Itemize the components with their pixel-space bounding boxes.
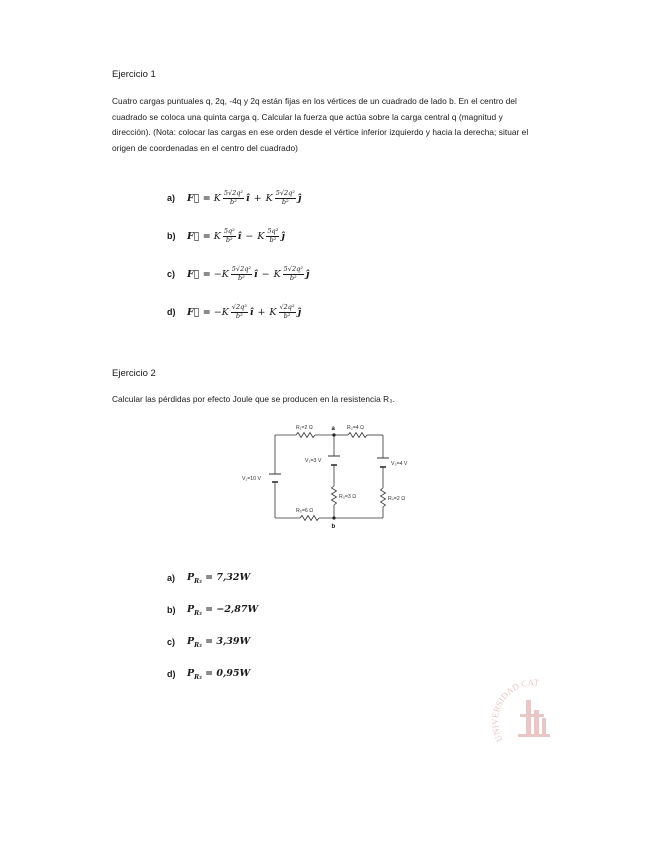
denominator-2: b² bbox=[269, 235, 277, 244]
fraction-2 bbox=[266, 228, 279, 244]
option-letter: a) bbox=[167, 573, 176, 584]
exercise-2-statement: Calcular las pérdidas por efecto Joule que se producen en la resistencia R₃. bbox=[112, 394, 395, 404]
unit-vector-2: ĵ bbox=[297, 306, 302, 318]
force-symbol: F⃗ = bbox=[187, 268, 211, 280]
force-expression bbox=[187, 304, 301, 320]
power-subscript: R₃ bbox=[194, 609, 202, 617]
denominator-1: b² bbox=[235, 311, 243, 320]
fraction-1 bbox=[231, 304, 248, 320]
option-letter: c) bbox=[167, 269, 176, 279]
label-r2: R₂=4 Ω bbox=[347, 425, 364, 431]
power-value: = 3,39W bbox=[205, 636, 251, 647]
numerator-1: 5q² bbox=[223, 227, 235, 235]
power-symbol: P bbox=[187, 636, 195, 647]
label-r4: R₄=2 Ω bbox=[388, 496, 406, 502]
node-a-dot bbox=[332, 433, 335, 436]
force-expression bbox=[187, 266, 309, 282]
seal-emblem bbox=[518, 700, 550, 737]
unit-vector-1: î bbox=[249, 306, 254, 318]
fraction-2 bbox=[275, 190, 296, 206]
power-value: = −2,87W bbox=[205, 604, 259, 615]
label-r1: R₁=2 Ω bbox=[296, 425, 313, 431]
fraction-2 bbox=[279, 304, 296, 320]
label-node-b: b bbox=[331, 524, 336, 530]
constant-k-1: K bbox=[213, 230, 221, 242]
resistor-r1 bbox=[296, 433, 315, 438]
force-symbol: F⃗ = bbox=[187, 306, 211, 318]
constant-k-1: K bbox=[213, 192, 221, 204]
denominator-2: b² bbox=[281, 197, 289, 206]
option-letter: c) bbox=[167, 637, 176, 648]
exercise-2-title: Ejercicio 2 bbox=[112, 368, 156, 379]
numerator-2: 5√2q² bbox=[283, 265, 303, 273]
seal-text: UNIVERSIDAD CAT bbox=[489, 677, 540, 744]
resistor-r3 bbox=[332, 486, 337, 505]
battery-v2 bbox=[328, 456, 340, 465]
ex1-option-a bbox=[167, 190, 301, 206]
ex2-option-c bbox=[167, 636, 250, 649]
fraction-1 bbox=[223, 228, 236, 244]
resistor-r4 bbox=[381, 488, 386, 507]
battery-v3 bbox=[377, 458, 389, 467]
exercise-1-title: Ejercicio 1 bbox=[112, 69, 156, 80]
exercise-1-statement: Cuatro cargas puntuales q, 2q, -4q y 2q están fijas en los vértices de un cuadrado de lado b. En el centro del cuadrado se coloca una quinta carga q. Calcular la fuerza que actúa sobre la carga central q (magnitud y dirección). (Nota: colocar las cargas en ese orden desde el vértice inferior izquierdo y hacia la derecha; situar el origen de coordenadas en el centro del cuadrado) bbox=[112, 96, 529, 153]
unit-vector-1: î bbox=[246, 192, 250, 204]
constant-k-2: K bbox=[265, 192, 273, 204]
force-symbol: F⃗ = bbox=[187, 192, 211, 204]
power-value: = 0,95W bbox=[205, 668, 251, 679]
ex2-option-a bbox=[167, 572, 250, 585]
power-subscript: R₃ bbox=[194, 673, 202, 681]
node-b-dot bbox=[332, 516, 335, 519]
force-expression bbox=[187, 190, 301, 206]
constant-k-2: K bbox=[269, 306, 277, 318]
option-letter: d) bbox=[167, 669, 176, 680]
power-value: = 7,32W bbox=[205, 572, 251, 583]
constant-k-1: K bbox=[221, 268, 229, 280]
label-r3: R₃=3 Ω bbox=[339, 494, 357, 500]
label-v2: V₂=3 V bbox=[305, 458, 322, 464]
ex1-option-c bbox=[167, 266, 309, 282]
power-expression bbox=[187, 604, 258, 617]
label-r5: R₅=6 Ω bbox=[296, 508, 314, 514]
force-symbol: F⃗ = bbox=[187, 230, 211, 242]
numerator-2: 5q² bbox=[267, 227, 279, 235]
numerator-1: 5√2q² bbox=[231, 265, 251, 273]
sign-1: − bbox=[213, 306, 222, 318]
unit-vector-1: î bbox=[237, 230, 242, 242]
ex2-option-d bbox=[167, 668, 250, 681]
constant-k-1: K bbox=[221, 306, 229, 318]
option-letter: b) bbox=[167, 231, 176, 241]
ex1-option-b bbox=[167, 228, 285, 244]
ex2-option-b bbox=[167, 604, 258, 617]
denominator-1: b² bbox=[225, 235, 233, 244]
operator: − bbox=[245, 230, 254, 242]
circuit-diagram bbox=[230, 418, 410, 533]
power-expression bbox=[187, 668, 250, 681]
constant-k-2: K bbox=[273, 268, 281, 280]
university-seal-watermark bbox=[488, 670, 578, 770]
operator: − bbox=[261, 268, 270, 280]
unit-vector-2: ĵ bbox=[305, 268, 310, 280]
fraction-1 bbox=[231, 266, 252, 282]
unit-vector-2: ĵ bbox=[281, 230, 285, 242]
option-letter: b) bbox=[167, 605, 176, 616]
circuit-wires bbox=[275, 433, 386, 521]
label-node-a: a bbox=[331, 426, 335, 432]
ex1-option-d bbox=[167, 304, 301, 320]
denominator-2: b² bbox=[283, 311, 291, 320]
numerator-1: √2q² bbox=[231, 303, 247, 311]
power-expression bbox=[187, 572, 250, 585]
power-symbol: P bbox=[187, 572, 195, 583]
resistor-r5 bbox=[300, 516, 319, 521]
power-subscript: R₃ bbox=[194, 577, 202, 585]
numerator-2: 5√2q² bbox=[275, 189, 295, 197]
label-v1: V₁=10 V bbox=[242, 476, 261, 482]
battery-v1 bbox=[269, 474, 281, 482]
fraction-1 bbox=[223, 190, 244, 206]
denominator-1: b² bbox=[238, 273, 245, 282]
power-symbol: P bbox=[187, 668, 195, 679]
power-expression bbox=[187, 636, 250, 649]
resistor-r2 bbox=[348, 433, 367, 438]
fraction-2 bbox=[283, 266, 304, 282]
sign-1: − bbox=[213, 268, 222, 280]
option-letter: d) bbox=[167, 307, 176, 317]
force-expression bbox=[187, 228, 285, 244]
unit-vector-1: î bbox=[253, 268, 258, 280]
operator: + bbox=[257, 306, 266, 318]
unit-vector-2: ĵ bbox=[297, 192, 302, 204]
constant-k-2: K bbox=[257, 230, 265, 242]
label-v3: V₃=4 V bbox=[391, 461, 408, 467]
numerator-2: √2q² bbox=[279, 303, 295, 311]
option-letter: a) bbox=[167, 193, 176, 203]
power-symbol: P bbox=[187, 604, 195, 615]
numerator-1: 5√2q² bbox=[223, 189, 244, 197]
denominator-1: b² bbox=[230, 197, 237, 206]
operator: + bbox=[253, 192, 262, 204]
power-subscript: R₃ bbox=[194, 641, 202, 649]
denominator-2: b² bbox=[289, 273, 297, 282]
